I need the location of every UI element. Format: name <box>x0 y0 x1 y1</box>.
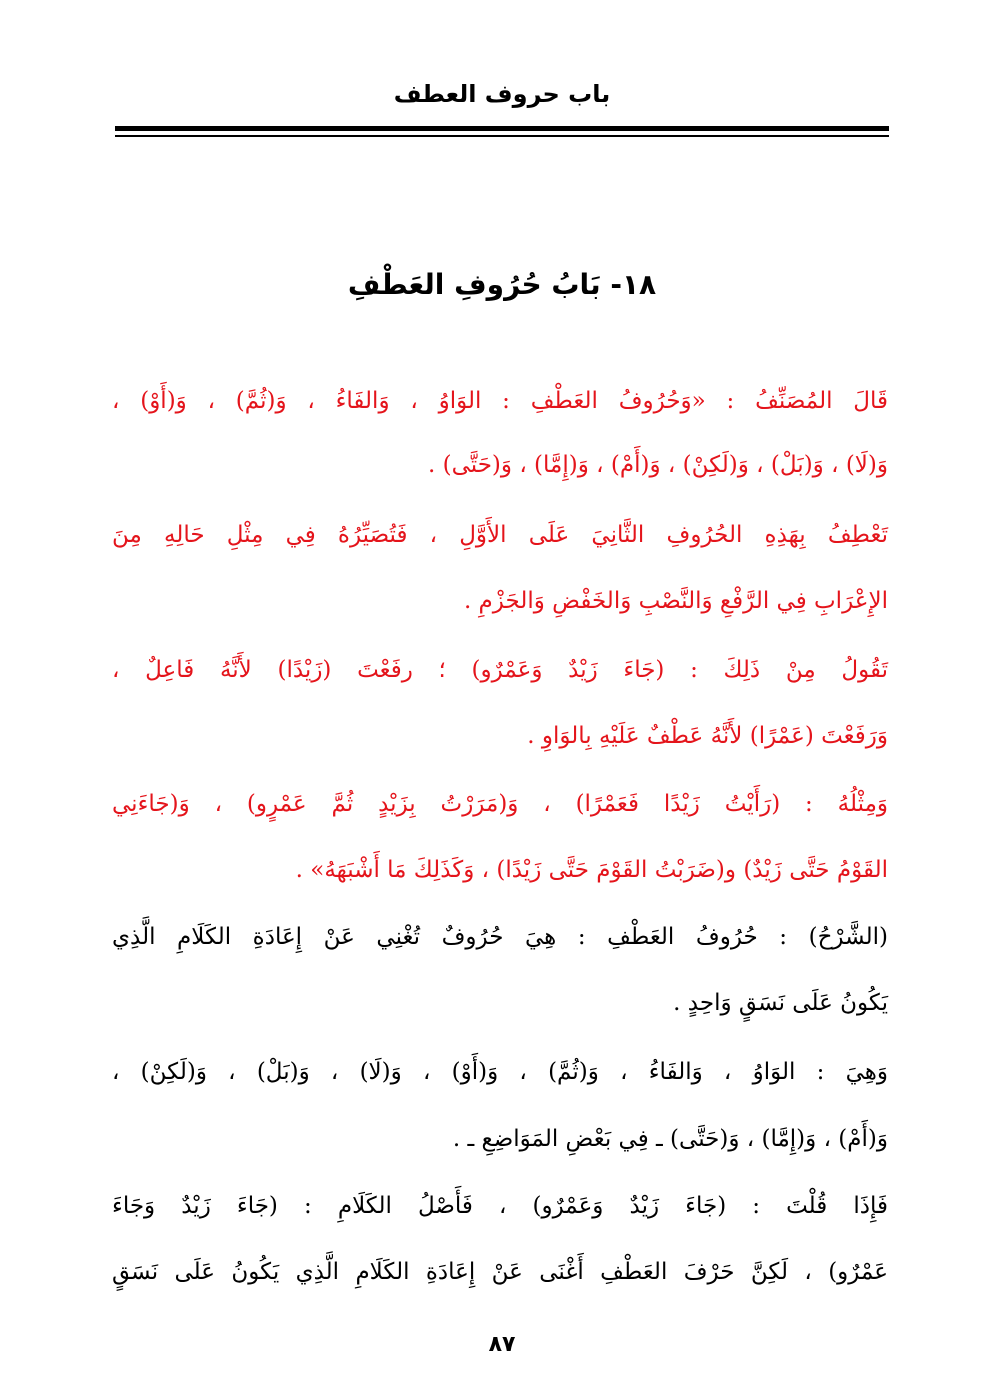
header-rule-thick <box>115 126 889 131</box>
text-line: تَقُولُ مِنْ ذَلِكَ : (جَاءَ زَيْدٌ وَعَمْرٌو) ؛ رفَعْتَ (زَيْدًا) لأَنَّهُ فَاعِلٌ ، <box>112 657 888 683</box>
text-line: وَمِثْلُهُ : (رَأَيْتُ زَيْدًا فَعَمْرًا) ، وَ(مَرَرْتُ بِزَيْدٍ ثُمَّ عَمْرٍو) ، وَ(جَاءَنِي <box>112 791 888 817</box>
text-line: وَرَفَعْتَ (عَمْرًا) لأَنَّهُ عَطْفٌ عَلَيْهِ بِالوَاوِ . <box>527 723 888 749</box>
text-line: الإِعْرَابِ فِي الرَّفْعِ وَالنَّصْبِ وَالخَفْضِ وَالجَزْمِ . <box>463 588 888 614</box>
text-line: القَوْمُ حَتَّى زَيْدٌ) و(ضَرَبْتُ القَوْمَ حَتَّى زَيْدًا) ، وَكَذَلِكَ مَا أَشْبَهَهُ» . <box>295 857 888 883</box>
text-line: قَالَ المُصَنِّفُ : «وَحُرُوفُ العَطْفِ : الوَاوُ ، وَالفَاءُ ، وَ(ثُمَّ) ، وَ(أَوْ) ، <box>112 388 888 414</box>
running-header-title: باب حروف العطف <box>393 80 611 108</box>
text-line: فَإِذَا قُلْتَ : (جَاءَ زَيْدٌ وَعَمْرٌو) ، فَأَصْلُ الكَلَامِ : (جَاءَ زَيْدٌ وَجَاءَ <box>112 1193 888 1219</box>
text-line: وَ(أَمْ) ، وَ(إِمَّا) ، وَ(حَتَّى) ـ فِي بَعْضِ المَوَاضِعِ ـ . <box>452 1126 888 1152</box>
text-line: وَ(لَا) ، وَ(بَلْ) ، وَ(لَكِنْ) ، وَ(أَمْ) ، وَ(إِمَّا) ، وَ(حَتَّى) . <box>428 452 888 478</box>
text-line: عَمْرٌو) ، لَكِنَّ حَرْفَ العَطْفِ أَغْنَى عَنْ إِعَادَةِ الكَلَامِ الَّذِي يَكُونُ عَلَى نَسَقٍ <box>112 1259 888 1285</box>
text-line: تَعْطِفُ بِهَذِهِ الحُرُوفِ الثَّانِيَ عَلَى الأَوَّلِ ، فَتُصَيِّرُهُ فِي مِثْلِ حَالِهِ مِنَ <box>112 522 888 548</box>
text-line: يَكُونُ عَلَى نَسَقٍ وَاحِدٍ . <box>673 990 888 1016</box>
page-number: ٨٧ <box>488 1332 516 1357</box>
header-rule-thin <box>115 135 889 137</box>
text-line: (الشَّرْحُ) : حُرُوفُ العَطْفِ : هِيَ حُرُوفٌ تُغْنِي عَنْ إِعَادَةِ الكَلَامِ الَّذِي <box>112 924 888 950</box>
text-line: وَهِيَ : الوَاوُ ، وَالفَاءُ ، وَ(ثُمَّ) ، وَ(أَوْ) ، وَ(لَا) ، وَ(بَلْ) ، وَ(لَكِنْ) ، <box>112 1059 888 1085</box>
chapter-title: ١٨- بَابُ حُرُوفِ العَطْفِ <box>347 268 657 301</box>
